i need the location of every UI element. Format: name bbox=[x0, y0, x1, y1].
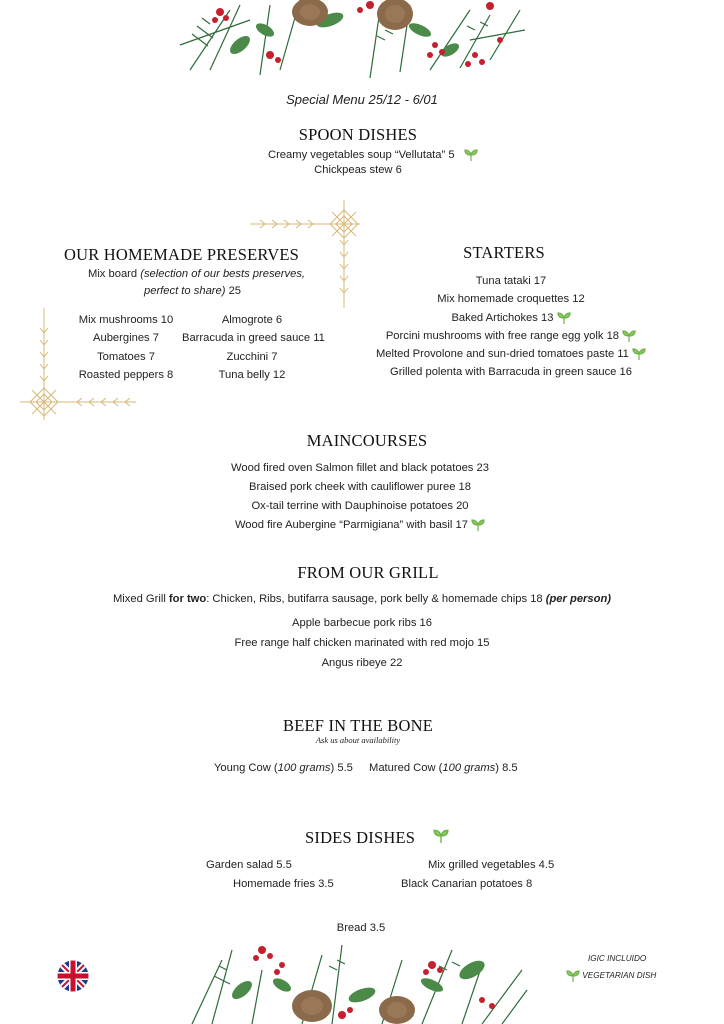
mixed-grill-per-person: (per person) bbox=[545, 593, 612, 605]
side-item: Black Canarian potatoes 8 bbox=[401, 878, 533, 890]
preserve-item: Roasted peppers 8 bbox=[78, 368, 174, 381]
vegetarian-leaf-icon bbox=[566, 970, 580, 982]
grill-item: Apple barbecue pork ribs 16 bbox=[292, 617, 432, 629]
igic-note: IGIC INCLUIDO bbox=[588, 954, 647, 963]
bottom-garland-decoration bbox=[182, 940, 532, 1024]
side-item: Mix grilled vegetables 4.5 bbox=[428, 859, 555, 871]
starter-item: Mix homemade croquettes 12 bbox=[437, 293, 585, 306]
starters-title: STARTERS bbox=[463, 243, 545, 262]
young-cow-label: Young Cow ( bbox=[214, 762, 278, 774]
grill-item: Angus ribeye 22 bbox=[321, 657, 403, 669]
vegetarian-leaf-icon bbox=[632, 348, 646, 360]
vegetarian-leaf-icon bbox=[433, 829, 449, 843]
matured-cow-price: ) 8.5 bbox=[495, 762, 518, 774]
preserve-item: Almogrote 6 bbox=[221, 314, 283, 326]
vegetarian-leaf-icon bbox=[622, 330, 636, 342]
maincourse-item: Wood fire Aubergine “Parmigiana” with basil 17 bbox=[234, 519, 468, 531]
starter-item: Tuna tataki 17 bbox=[475, 275, 547, 287]
starter-item: Baked Artichokes 13 bbox=[451, 311, 554, 324]
preserve-item: Tomatoes 7 bbox=[97, 350, 155, 363]
preserve-item: Aubergines 7 bbox=[93, 332, 159, 345]
young-cow-price: ) 5.5 bbox=[330, 762, 353, 774]
grill-title: FROM OUR GRILL bbox=[297, 563, 439, 582]
vegetarian-leaf-icon bbox=[464, 149, 478, 161]
preserve-item: Zucchini 7 bbox=[226, 350, 278, 363]
maincourse-item: Ox-tail terrine with Dauphinoise potatoes 20 bbox=[251, 500, 469, 512]
starter-item: Melted Provolone and sun-dried tomatoes paste 11 bbox=[375, 348, 629, 361]
mixed-grill-desc: : Chicken, Ribs, butifarra sausage, pork belly & homemade chips 18 bbox=[206, 593, 546, 605]
beef-title: BEEF IN THE BONE bbox=[282, 716, 434, 735]
matured-cow-label: Matured Cow ( bbox=[369, 762, 443, 774]
mixed-grill-for-two: for two bbox=[168, 593, 207, 605]
spoon-dishes-title: SPOON DISHES bbox=[298, 125, 418, 144]
matured-cow-weight: 100 grams bbox=[442, 762, 496, 774]
side-item: Garden salad 5.5 bbox=[206, 859, 292, 871]
preserve-item: Tuna belly 12 bbox=[218, 368, 286, 381]
preserve-item: Barracuda in greed sauce 11 bbox=[182, 332, 325, 345]
maincourse-item: Braised pork cheek with cauliflower puree 18 bbox=[248, 481, 471, 493]
bread-item: Bread 3.5 bbox=[336, 922, 386, 934]
top-garland-decoration bbox=[170, 0, 530, 82]
grill-item: Free range half chicken marinated with red mojo 15 bbox=[234, 637, 490, 649]
menu-subtitle: Special Menu 25/12 - 6/01 bbox=[286, 92, 438, 107]
uk-flag-icon[interactable] bbox=[57, 960, 89, 992]
young-cow-weight: 100 grams bbox=[277, 762, 331, 774]
vegetarian-leaf-icon bbox=[557, 312, 571, 324]
sides-title: SIDES DISHES bbox=[305, 828, 416, 847]
preserve-item: Mix mushrooms 10 bbox=[78, 314, 174, 326]
maincourses-title: MAINCOURSES bbox=[306, 431, 428, 450]
mix-board-label: Mix board bbox=[88, 268, 141, 280]
spoon-item: Chickpeas stew 6 bbox=[314, 164, 402, 176]
mix-board-description: perfect to share) bbox=[144, 285, 226, 297]
mixed-grill-item: Mixed Grill bbox=[112, 593, 169, 605]
preserves-title: OUR HOMEMADE PRESERVES bbox=[64, 245, 300, 264]
starter-item: Porcini mushrooms with free range egg yolk 18 bbox=[385, 329, 620, 342]
vegetarian-legend: VEGETARIAN DISH bbox=[582, 971, 657, 981]
starter-item: Grilled polenta with Barracuda in green sauce 16 bbox=[390, 366, 632, 379]
beef-availability-note: Ask us about availability bbox=[315, 735, 401, 745]
mix-board-description: (selection of our bests preserves, bbox=[140, 268, 306, 280]
mix-board-price: 25 bbox=[225, 285, 242, 297]
maincourse-item: Wood fired oven Salmon fillet and black potatoes 23 bbox=[231, 462, 489, 474]
vegetarian-leaf-icon bbox=[471, 519, 485, 531]
spoon-item: Creamy vegetables soup “Vellutata” 5 bbox=[268, 149, 455, 161]
side-item: Homemade fries 3.5 bbox=[233, 878, 334, 890]
